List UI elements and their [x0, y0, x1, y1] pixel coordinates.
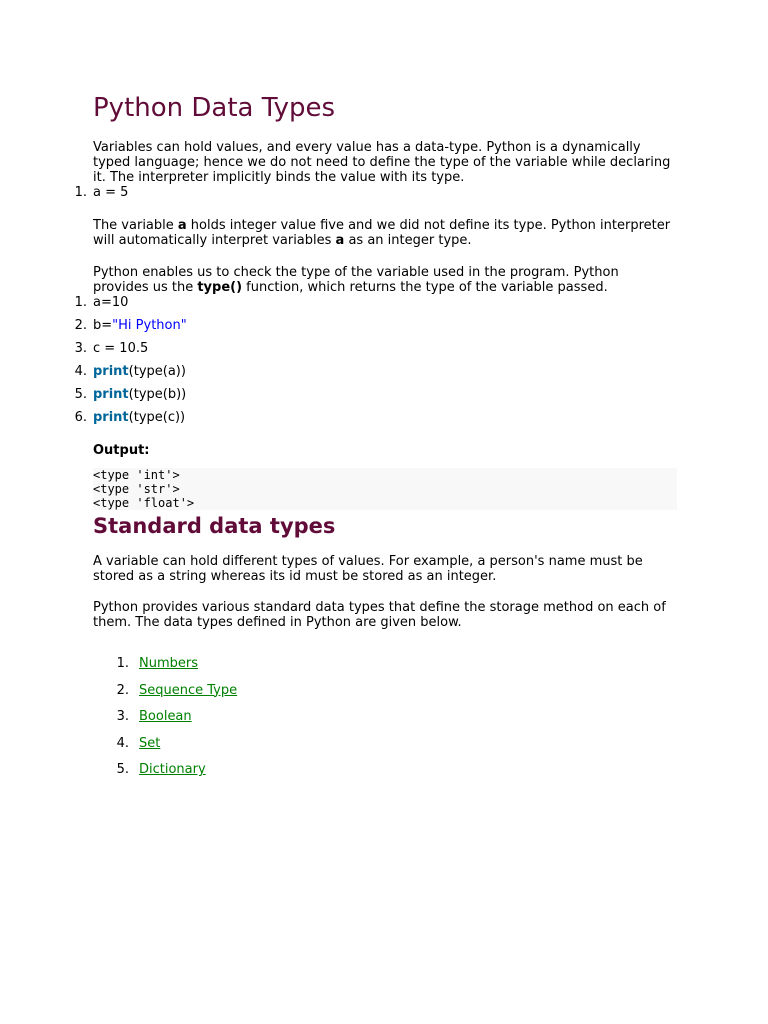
line-number: 5. [74, 387, 87, 402]
bold-function-name: type() [197, 280, 243, 295]
list-item [93, 709, 677, 736]
code-line [74, 364, 677, 387]
standard-types-paragraph-2: Python provides various standard data types that define the storage method on each of them. The data types defined in Python are given below. [93, 600, 666, 630]
code-line [74, 185, 677, 200]
data-type-link[interactable]: Dictionary [139, 762, 206, 777]
keyword-print: print [93, 364, 129, 379]
text-segment: as an integer type. [344, 233, 472, 248]
string-literal: "Hi Python" [112, 318, 187, 333]
code-line [74, 387, 677, 410]
output-line: <type 'float'> [93, 496, 195, 510]
type-function-paragraph [93, 265, 677, 295]
line-number: 1. [74, 295, 87, 310]
list-item [93, 656, 677, 683]
line-number: 3. [74, 341, 87, 356]
code-text: a=10 [93, 295, 129, 310]
output-label: Output: [93, 443, 150, 458]
data-type-link[interactable]: Boolean [139, 709, 192, 724]
code-line [74, 410, 677, 433]
bold-variable: a [335, 233, 345, 248]
list-number: 4. [116, 735, 129, 751]
code-text: (type(a)) [128, 364, 186, 379]
list-item [93, 683, 677, 710]
code-line [74, 295, 677, 318]
data-type-link[interactable]: Set [139, 735, 161, 751]
code-text: b= [93, 318, 113, 333]
output-block [93, 468, 677, 510]
text-segment: holds integer value five and we did not define its type. Python interpreter will automatically interpret variables [93, 218, 671, 248]
document-page [74, 92, 677, 789]
list-number: 5. [116, 762, 129, 777]
section-heading: Standard data types [93, 514, 336, 538]
code-text: c = 10.5 [93, 341, 149, 356]
variable-explanation [93, 218, 677, 248]
standard-types-paragraph-1: A variable can hold different types of values. For example, a person's name must be stored as a string whereas its id must be stored as an integer. [93, 554, 643, 584]
data-type-link[interactable]: Sequence Type [139, 682, 238, 698]
keyword-print: print [93, 410, 129, 425]
text-segment: The variable [93, 218, 178, 233]
data-type-link[interactable]: Numbers [139, 656, 198, 671]
line-number: 2. [74, 318, 87, 333]
code-line [74, 341, 677, 364]
line-number: 1. [74, 185, 87, 200]
text-segment: function, which returns the type of the variable passed. [242, 280, 608, 295]
list-number: 3. [116, 709, 129, 724]
example-code-list [74, 185, 677, 200]
keyword-print: print [93, 387, 129, 402]
list-number: 1. [116, 656, 129, 671]
list-item [93, 762, 677, 789]
intro-paragraph: Variables can hold values, and every value has a data-type. Python is a dynamically typed language; hence we do not need to define the type of the variable while declaring it. The interpreter implicitly binds the value with its type. [93, 140, 671, 185]
line-number: 4. [74, 364, 87, 379]
list-number: 2. [116, 682, 129, 698]
code-text: (type(c)) [128, 410, 186, 425]
code-line [74, 318, 677, 341]
code-text: (type(b)) [128, 387, 187, 402]
bold-variable: a [177, 218, 187, 233]
code-text: a = 5 [93, 185, 129, 200]
text-segment: Python enables us to check the type of the variable used in the program. Python provides us the [93, 265, 619, 295]
line-number: 6. [74, 410, 87, 425]
page-title: Python Data Types [93, 93, 335, 123]
output-line: <type 'str'> [93, 482, 180, 496]
output-line: <type 'int'> [93, 468, 180, 482]
type-check-code-list [74, 295, 677, 433]
data-types-link-list [93, 656, 677, 789]
list-item [93, 736, 677, 763]
